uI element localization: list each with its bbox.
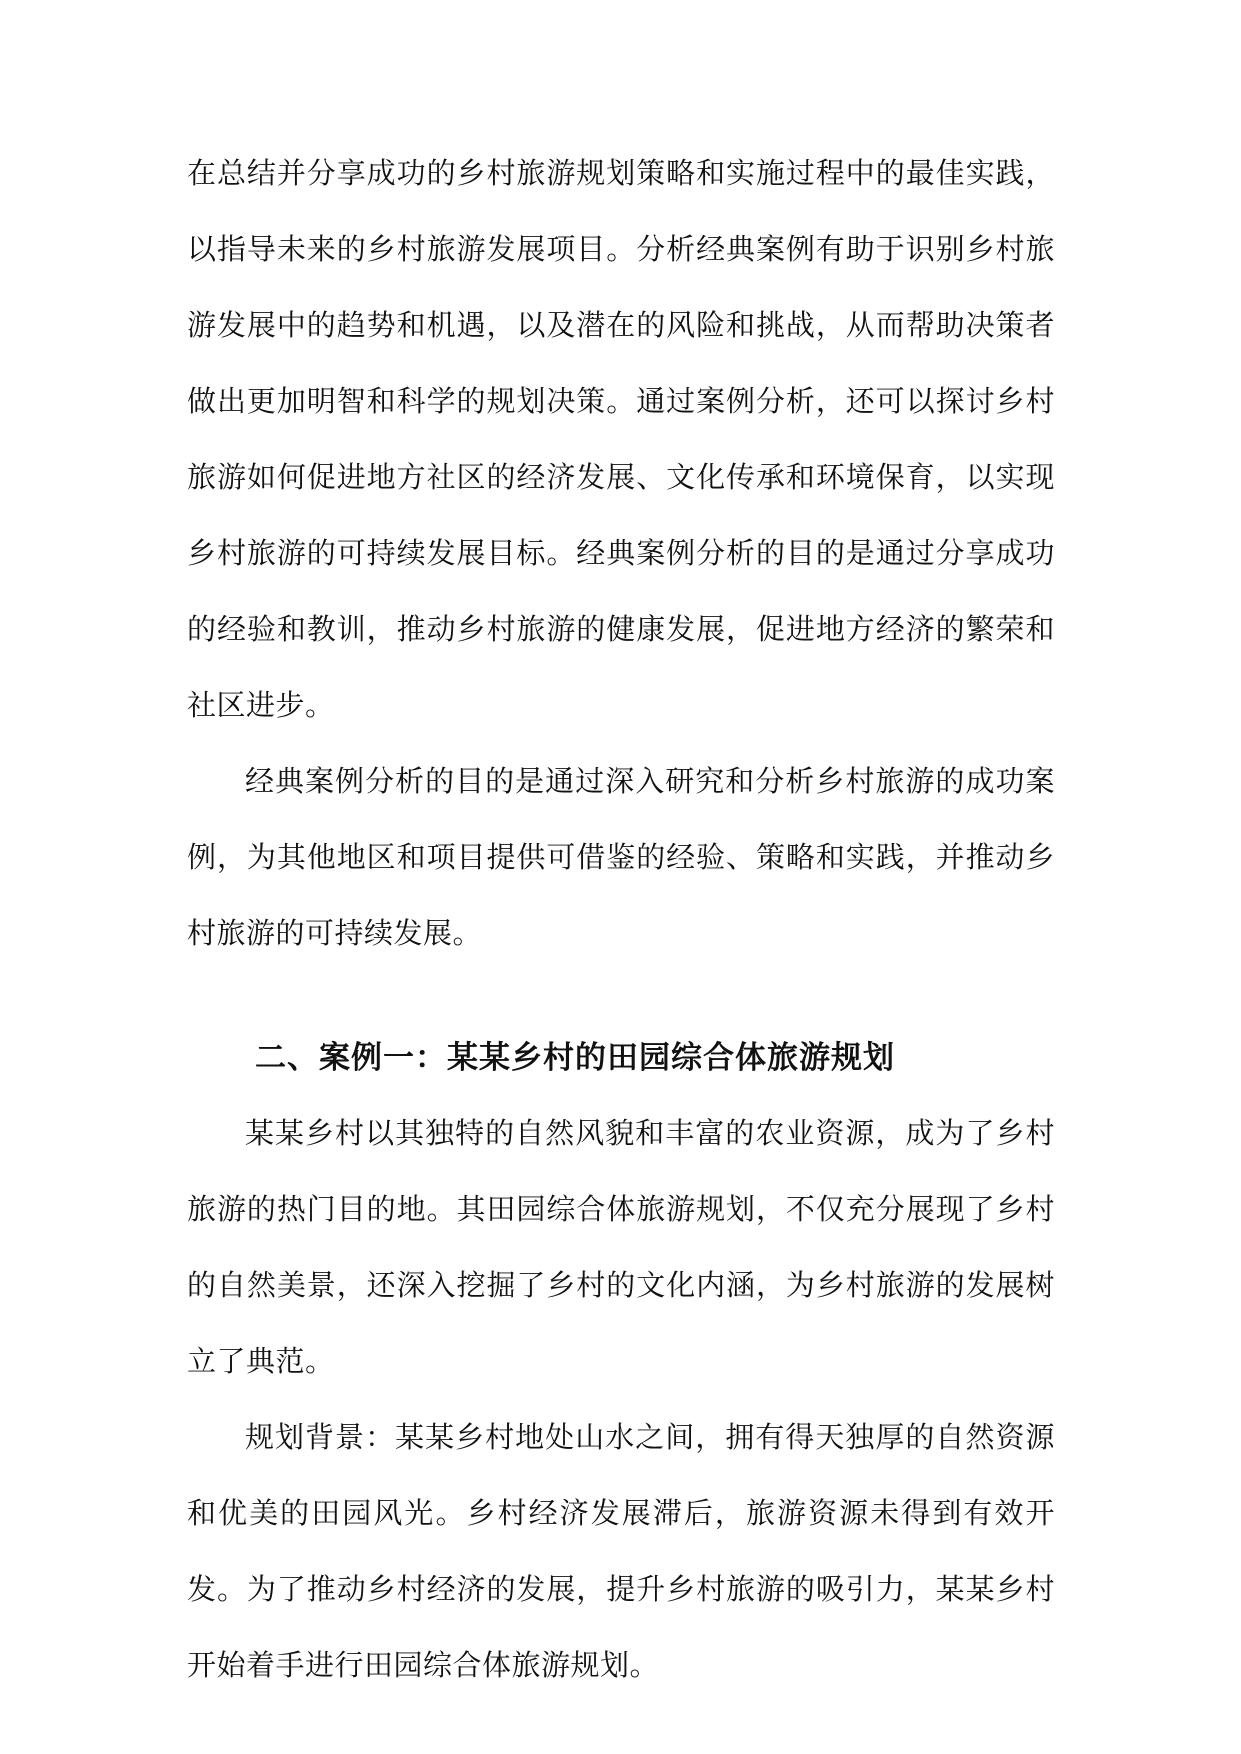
paragraph-continuation: 在总结并分享成功的乡村旅游规划策略和实施过程中的最佳实践，以指导未来的乡村旅游发展项目。分析经典案例有助于识别乡村旅游发展中的趋势和机遇，以及潜在的风险和挑战，从而帮助决策者做出更加明智和科学的规划决策。通过案例分析，还可以探讨乡村旅游如何促进地方社区的经济发展、文化传承和环境保育，以实现乡村旅游的可持续发展目标。经典案例分析的目的是通过分享成功的经验和教训，推动乡村旅游的健康发展，促进地方经济的繁荣和社区进步。 [187, 156, 1055, 722]
document-body [187, 135, 1055, 1703]
paragraph-purpose: 经典案例分析的目的是通过深入研究和分析乡村旅游的成功案例，为其他地区和项目提供可借鉴的经验、策略和实践，并推动乡村旅游的可持续发展。 [187, 764, 1055, 950]
section-heading: 二、案例一：某某乡村的田园综合体旅游规划 [255, 1040, 895, 1076]
paragraph-case-intro: 某某乡村以其独特的自然风貌和丰富的农业资源，成为了乡村旅游的热门目的地。其田园综合体旅游规划，不仅充分展现了乡村的自然美景，还深入挖掘了乡村的文化内涵，为乡村旅游的发展树立了典范。 [187, 1116, 1055, 1378]
paragraph-planning-background: 规划背景：某某乡村地处山水之间，拥有得天独厚的自然资源和优美的田园风光。乡村经济发展滞后，旅游资源未得到有效开发。为了推动乡村经济的发展，提升乡村旅游的吸引力，某某乡村开始着手进行田园综合体旅游规划。 [187, 1420, 1055, 1682]
